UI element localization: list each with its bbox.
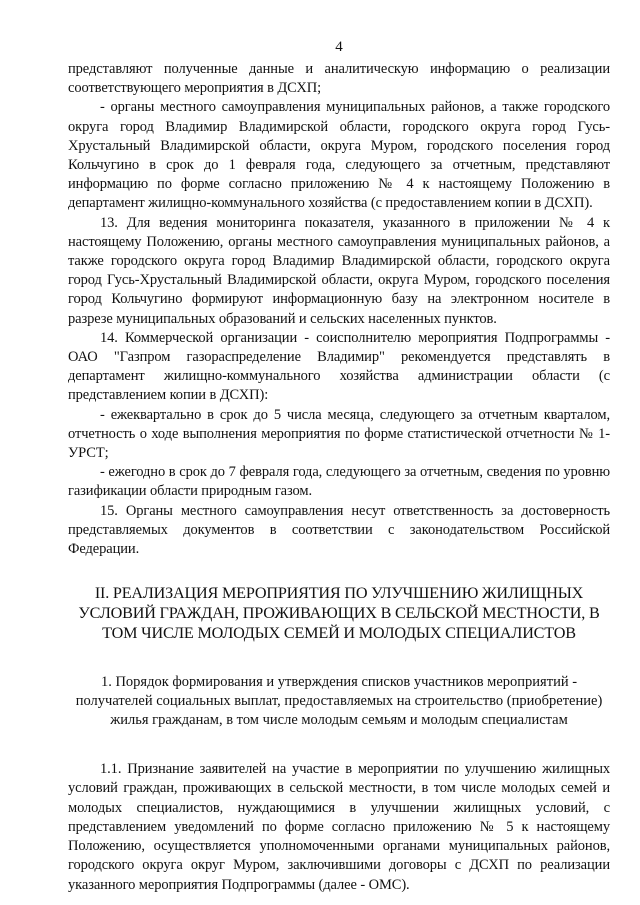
sub-heading: 1. Порядок формирования и утверждения списков участников мероприятий - получателей социальных выплат, предоставляемых на строительство (приобретение) жилья гражданам, в том числе молодым семьям и молодым специалистам xyxy=(75,674,603,729)
page-number: 4 xyxy=(335,39,343,55)
paragraph: - ежеквартально в срок до 5 числа месяца, следующего за отчетным кварталом, отчетность о ходе выполнения мероприятия по форме статистической отчетности № 1-УРСТ; xyxy=(68,406,610,462)
paragraph: - органы местного самоуправления муниципальных районов, а также городского округа город Владимир Владимирской области, городского округа город Гусь-Хрустальный Владимирской области, округа Муром, городского поселения город Кольчугино в срок до 1 февраля года, следующего за отчетным, представляют информацию по форме согласно приложению № 4 к настоящему Положению в департамент жилищно-коммунального хозяйства (с предоставлением копии в ДСХП). xyxy=(68,99,610,212)
body-text-top xyxy=(68,60,610,559)
body-text-bottom xyxy=(68,760,610,894)
section-heading: II. РЕАЛИЗАЦИЯ МЕРОПРИЯТИЯ ПО УЛУЧШЕНИЮ ЖИЛИЩНЫХ УСЛОВИЙ ГРАЖДАН, ПРОЖИВАЮЩИХ В СЕЛЬСКОЙ МЕСТНОСТИ, В ТОМ ЧИСЛЕ МОЛОДЫХ СЕМЕЙ И МОЛОДЫХ СПЕЦИАЛИСТОВ xyxy=(78,584,600,643)
paragraph: 15. Органы местного самоуправления несут ответственность за достоверность представляемых документов в соответствии с законодательством Российской Федерации. xyxy=(68,502,610,558)
paragraph: - ежегодно в срок до 7 февраля года, следующего за отчетным, сведения по уровню газификации области природным газом. xyxy=(68,464,610,500)
paragraph: 14. Коммерческой организации - соисполнителю мероприятия Подпрограммы - ОАО "Газпром газораспределение Владимир" рекомендуется представлять в департамент жилищно-коммунального хозяйства администрации области (с представлением копии в ДСХП): xyxy=(68,329,610,404)
paragraph: представляют полученные данные и аналитическую информацию о реализации соответствующего мероприятия в ДСХП; xyxy=(68,61,610,97)
paragraph: 1.1. Признание заявителей на участие в мероприятии по улучшению жилищных условий граждан, проживающих в сельской местности, в том числе молодых семей и молодых специалистов, нуждающимися в улучшении жилищных условий, с представлением уведомлений по форме согласно приложению № 5 к настоящему Положению, осуществляется уполномоченными органами муниципальных районов, городского округа округ Муром, заключившими договоры с ДСХП по реализации указанного мероприятия Подпрограммы (далее - ОМС). xyxy=(68,761,610,893)
paragraph: 13. Для ведения мониторинга показателя, указанного в приложении № 4 к настоящему Положению, органы местного самоуправления муниципальных районов, а также городского округа город Владимир Владимирской области, городского округа город Гусь-Хрустальный Владимирской области, округа Муром, городского поселения город Кольчугино формируют информационную базу на электронном носителе в разрезе муниципальных образований и сельских населенных пунктов. xyxy=(68,214,610,327)
